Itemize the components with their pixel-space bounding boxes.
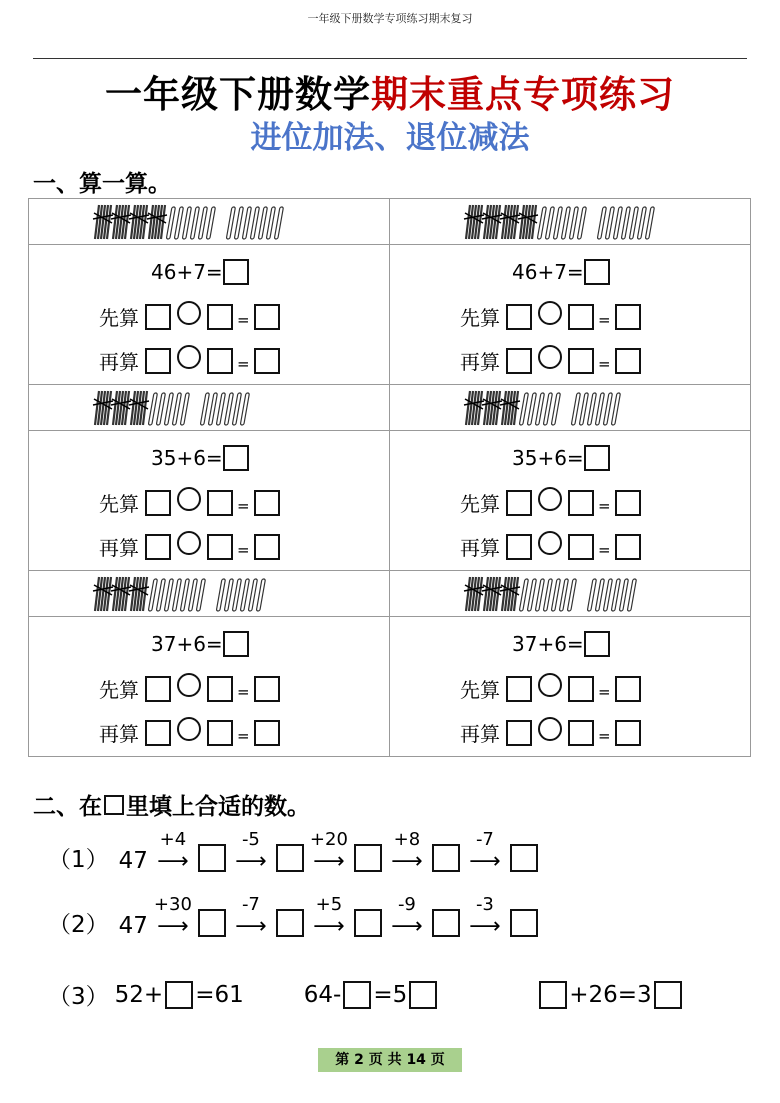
picture-cell xyxy=(390,199,751,245)
second-step-row xyxy=(460,718,641,747)
answer-box[interactable] xyxy=(506,534,532,560)
single-stick-icon xyxy=(545,207,554,239)
answer-box[interactable] xyxy=(510,844,538,872)
operator-circle[interactable] xyxy=(177,487,201,511)
arrow-icon: ⟶ xyxy=(391,849,423,874)
equals-sign: = xyxy=(598,496,611,515)
calc-table xyxy=(28,198,751,757)
chain-step xyxy=(226,830,276,874)
answer-box[interactable] xyxy=(615,490,641,516)
problem-3 xyxy=(48,978,748,1011)
problem3a-right: =61 xyxy=(195,981,244,1008)
answer-box[interactable] xyxy=(568,534,594,560)
answer-box[interactable] xyxy=(615,304,641,330)
page-header: 一年级下册数学专项练习期末复习 xyxy=(307,12,473,25)
section2-heading xyxy=(33,788,310,821)
single-stick-icon xyxy=(567,579,576,611)
answer-box[interactable] xyxy=(584,445,610,471)
second-step-row xyxy=(99,346,280,375)
answer-box[interactable] xyxy=(568,490,594,516)
single-stick-icon xyxy=(156,393,165,425)
picture-cell xyxy=(29,385,390,431)
single-stick-icon xyxy=(603,579,612,611)
bundle-of-ten-icon xyxy=(129,205,149,239)
single-stick-icon xyxy=(559,579,568,611)
single-stick-icon xyxy=(234,207,243,239)
single-stick-icon xyxy=(613,207,622,239)
answer-box[interactable] xyxy=(568,720,594,746)
equation xyxy=(151,631,249,657)
single-stick-icon xyxy=(196,579,205,611)
answer-box[interactable] xyxy=(432,844,460,872)
single-stick-icon xyxy=(258,207,267,239)
single-stick-icon xyxy=(274,207,283,239)
single-stick-icon xyxy=(537,207,546,239)
single-stick-icon xyxy=(166,207,175,239)
page-title xyxy=(0,64,780,118)
answer-box[interactable] xyxy=(145,534,171,560)
operation-label: +8 xyxy=(393,829,421,850)
answer-box[interactable] xyxy=(506,720,532,746)
answer-box[interactable] xyxy=(568,676,594,702)
single-stick-icon xyxy=(611,393,620,425)
single-stick-icon xyxy=(605,207,614,239)
bundle-of-ten-icon xyxy=(111,391,131,425)
single-stick-icon xyxy=(208,393,217,425)
bundle-of-ten-icon xyxy=(464,577,484,611)
equals-sign: = xyxy=(598,682,611,701)
operator-circle[interactable] xyxy=(177,301,201,325)
bundle-of-ten-icon xyxy=(147,205,167,239)
answer-box[interactable] xyxy=(254,490,280,516)
single-stick-icon xyxy=(248,579,257,611)
problem3a-left: 52+ xyxy=(114,981,164,1008)
first-step-row xyxy=(460,488,641,517)
page-footer: 第 2 页 共 14 页 xyxy=(318,1048,462,1072)
single-stick-icon xyxy=(645,207,654,239)
single-stick-icon xyxy=(174,207,183,239)
bundle-of-ten-icon xyxy=(93,205,113,239)
bundle-of-ten-icon xyxy=(500,391,520,425)
stick-bundles-icon xyxy=(91,387,261,429)
equals-sign: = xyxy=(237,682,250,701)
arrow-icon: ⟶ xyxy=(235,914,267,939)
answer-box[interactable] xyxy=(584,631,610,657)
single-stick-icon xyxy=(190,207,199,239)
single-stick-icon xyxy=(579,393,588,425)
arrow-icon: ⟶ xyxy=(391,914,423,939)
first-step-row xyxy=(99,488,280,517)
chain-step xyxy=(382,895,432,939)
single-stick-icon xyxy=(232,579,241,611)
bundle-of-ten-icon xyxy=(482,205,502,239)
number-chain xyxy=(48,895,538,939)
operation-label: +5 xyxy=(315,894,343,915)
problem3-label: （3） xyxy=(48,984,109,1010)
answer-box[interactable] xyxy=(354,844,382,872)
single-stick-icon xyxy=(519,393,528,425)
picture-row xyxy=(29,199,751,245)
single-stick-icon xyxy=(182,207,191,239)
answer-box[interactable] xyxy=(254,348,280,374)
title-black: 一年级下册数学 xyxy=(105,73,371,116)
second-step-row xyxy=(460,532,641,561)
answer-box[interactable] xyxy=(506,304,532,330)
operation-label: -5 xyxy=(241,829,260,850)
answer-box[interactable] xyxy=(207,490,233,516)
operation-label: +20 xyxy=(309,829,348,850)
operation-label: -7 xyxy=(475,829,494,850)
single-stick-icon xyxy=(603,393,612,425)
single-stick-icon xyxy=(180,393,189,425)
answer-box[interactable] xyxy=(539,981,567,1009)
answer-box[interactable] xyxy=(654,981,682,1009)
answer-box[interactable] xyxy=(510,909,538,937)
step-label: 再算 xyxy=(460,350,500,374)
single-stick-icon xyxy=(543,393,552,425)
single-stick-icon xyxy=(180,579,189,611)
single-stick-icon xyxy=(240,579,249,611)
single-stick-icon xyxy=(629,207,638,239)
operator-circle[interactable] xyxy=(177,673,201,697)
equation xyxy=(151,445,249,471)
answer-box[interactable] xyxy=(165,981,193,1009)
answer-box[interactable] xyxy=(145,348,171,374)
operator-circle[interactable] xyxy=(177,717,201,741)
arrow-icon: ⟶ xyxy=(313,849,345,874)
answer-box[interactable] xyxy=(254,534,280,560)
arrow-icon: ⟶ xyxy=(157,914,189,939)
bundle-of-ten-icon xyxy=(93,391,113,425)
single-stick-icon xyxy=(535,579,544,611)
picture-cell xyxy=(390,571,751,617)
single-stick-icon xyxy=(242,207,251,239)
step-label: 先算 xyxy=(99,492,139,516)
problem3b-right: =5 xyxy=(373,981,408,1008)
single-stick-icon xyxy=(226,207,235,239)
bundle-of-ten-icon xyxy=(482,577,502,611)
answer-box[interactable] xyxy=(145,676,171,702)
single-stick-icon xyxy=(571,393,580,425)
problem3c-right: +26=3 xyxy=(569,981,652,1008)
single-stick-icon xyxy=(543,579,552,611)
answer-box[interactable] xyxy=(432,909,460,937)
operation-label: -3 xyxy=(475,894,494,915)
header-rule xyxy=(33,58,747,59)
number-chain xyxy=(48,830,538,874)
stick-bundles-icon xyxy=(91,201,295,243)
operator-circle[interactable] xyxy=(538,487,562,511)
answer-box[interactable] xyxy=(198,844,226,872)
step-label: 再算 xyxy=(99,722,139,746)
single-stick-icon xyxy=(240,393,249,425)
work-row xyxy=(29,617,751,757)
single-stick-icon xyxy=(637,207,646,239)
stick-bundles-icon xyxy=(462,201,666,243)
bundle-of-ten-icon xyxy=(500,205,520,239)
operator-circle[interactable] xyxy=(177,531,201,555)
equals-sign: = xyxy=(237,540,250,559)
equation-text: 46+7= xyxy=(151,260,223,284)
chain-step xyxy=(304,830,354,874)
operator-circle[interactable] xyxy=(538,717,562,741)
single-stick-icon xyxy=(250,207,259,239)
answer-box[interactable] xyxy=(615,534,641,560)
heading-box-icon xyxy=(104,795,124,815)
single-stick-icon xyxy=(621,207,630,239)
answer-box[interactable] xyxy=(198,909,226,937)
single-stick-icon xyxy=(597,207,606,239)
equals-sign: = xyxy=(237,726,250,745)
first-step-row xyxy=(460,674,641,703)
single-stick-icon xyxy=(156,579,165,611)
answer-box[interactable] xyxy=(276,909,304,937)
chain-step xyxy=(148,895,198,939)
work-cell xyxy=(390,245,751,385)
single-stick-icon xyxy=(164,579,173,611)
chain-start: 47 xyxy=(118,848,148,874)
single-stick-icon xyxy=(527,393,536,425)
answer-box[interactable] xyxy=(145,490,171,516)
step-label: 再算 xyxy=(99,536,139,560)
stick-bundles-icon xyxy=(462,387,632,429)
answer-box[interactable] xyxy=(254,720,280,746)
arrow-icon: ⟶ xyxy=(235,849,267,874)
work-cell xyxy=(29,245,390,385)
bundle-of-ten-icon xyxy=(129,577,149,611)
arrow-icon: ⟶ xyxy=(469,914,501,939)
chain-step xyxy=(382,830,432,874)
equals-sign: = xyxy=(598,726,611,745)
equation-text: 35+6= xyxy=(512,446,584,470)
step-label: 先算 xyxy=(460,678,500,702)
chain-step xyxy=(226,895,276,939)
equals-sign: = xyxy=(598,310,611,329)
answer-box[interactable] xyxy=(506,676,532,702)
step-label: 再算 xyxy=(460,536,500,560)
equals-sign: = xyxy=(237,310,250,329)
page-subtitle: 进位加法、退位减法 xyxy=(250,120,530,156)
operation-label: +4 xyxy=(159,829,187,850)
answer-box[interactable] xyxy=(254,676,280,702)
answer-box[interactable] xyxy=(207,534,233,560)
answer-box[interactable] xyxy=(145,720,171,746)
single-stick-icon xyxy=(587,579,596,611)
equation xyxy=(512,445,610,471)
single-stick-icon xyxy=(527,579,536,611)
arrow-icon: ⟶ xyxy=(469,849,501,874)
section1-heading: 一、算一算。 xyxy=(33,171,171,197)
first-step-row xyxy=(99,302,280,331)
step-label: 再算 xyxy=(99,350,139,374)
picture-cell xyxy=(29,199,390,245)
work-row xyxy=(29,431,751,571)
equals-sign: = xyxy=(598,540,611,559)
problem3b-left: 64- xyxy=(303,981,342,1008)
step-label: 先算 xyxy=(99,306,139,330)
single-stick-icon xyxy=(256,579,265,611)
picture-cell xyxy=(390,385,751,431)
answer-box[interactable] xyxy=(343,981,371,1009)
single-stick-icon xyxy=(224,393,233,425)
answer-box[interactable] xyxy=(145,304,171,330)
single-stick-icon xyxy=(216,579,225,611)
work-cell xyxy=(390,617,751,757)
chain-label: （2） xyxy=(48,912,109,938)
operation-label: -7 xyxy=(241,894,260,915)
single-stick-icon xyxy=(232,393,241,425)
single-stick-icon xyxy=(172,393,181,425)
answer-box[interactable] xyxy=(506,490,532,516)
title-red: 期末重点专项练习 xyxy=(371,73,675,116)
bundle-of-ten-icon xyxy=(129,391,149,425)
second-step-row xyxy=(99,532,280,561)
answer-box[interactable] xyxy=(409,981,437,1009)
equals-sign: = xyxy=(237,354,250,373)
chain-step xyxy=(460,830,510,874)
operation-label: -9 xyxy=(397,894,416,915)
bundle-of-ten-icon xyxy=(464,391,484,425)
chain-label: （1） xyxy=(48,847,109,873)
answer-box[interactable] xyxy=(223,445,249,471)
operator-circle[interactable] xyxy=(538,673,562,697)
answer-box[interactable] xyxy=(568,348,594,374)
picture-row xyxy=(29,571,751,617)
operator-circle[interactable] xyxy=(538,301,562,325)
picture-cell xyxy=(29,571,390,617)
step-label: 先算 xyxy=(99,678,139,702)
single-stick-icon xyxy=(627,579,636,611)
operator-circle[interactable] xyxy=(177,345,201,369)
single-stick-icon xyxy=(519,579,528,611)
answer-box[interactable] xyxy=(615,676,641,702)
step-label: 先算 xyxy=(460,306,500,330)
bundle-of-ten-icon xyxy=(500,577,520,611)
bundle-of-ten-icon xyxy=(464,205,484,239)
first-step-row xyxy=(460,302,641,331)
equation-text: 46+7= xyxy=(512,260,584,284)
single-stick-icon xyxy=(587,393,596,425)
second-step-row xyxy=(460,346,641,375)
chain-step xyxy=(148,830,198,874)
single-stick-icon xyxy=(569,207,578,239)
single-stick-icon xyxy=(553,207,562,239)
answer-box[interactable] xyxy=(207,676,233,702)
equation-text: 37+6= xyxy=(151,632,223,656)
answer-box[interactable] xyxy=(568,304,594,330)
answer-box[interactable] xyxy=(207,720,233,746)
chain-start: 47 xyxy=(118,913,148,939)
section2-heading-after: 里填上合适的数。 xyxy=(126,794,310,820)
chain-step xyxy=(460,895,510,939)
equation xyxy=(151,259,249,285)
single-stick-icon xyxy=(551,393,560,425)
bundle-of-ten-icon xyxy=(518,205,538,239)
single-stick-icon xyxy=(561,207,570,239)
single-stick-icon xyxy=(535,393,544,425)
answer-box[interactable] xyxy=(506,348,532,374)
single-stick-icon xyxy=(619,579,628,611)
answer-box[interactable] xyxy=(615,348,641,374)
single-stick-icon xyxy=(611,579,620,611)
operation-label: +30 xyxy=(153,894,192,915)
bundle-of-ten-icon xyxy=(111,205,131,239)
work-cell xyxy=(390,431,751,571)
single-stick-icon xyxy=(200,393,209,425)
answer-box[interactable] xyxy=(207,348,233,374)
work-cell xyxy=(29,617,390,757)
equation xyxy=(512,259,610,285)
single-stick-icon xyxy=(164,393,173,425)
answer-box[interactable] xyxy=(584,259,610,285)
second-step-row xyxy=(99,718,280,747)
equation-text: 35+6= xyxy=(151,446,223,470)
single-stick-icon xyxy=(172,579,181,611)
answer-box[interactable] xyxy=(276,844,304,872)
arrow-icon: ⟶ xyxy=(157,849,189,874)
answer-box[interactable] xyxy=(207,304,233,330)
step-label: 先算 xyxy=(460,492,500,516)
work-row xyxy=(29,245,751,385)
single-stick-icon xyxy=(206,207,215,239)
answer-box[interactable] xyxy=(615,720,641,746)
operator-circle[interactable] xyxy=(538,531,562,555)
answer-box[interactable] xyxy=(254,304,280,330)
operator-circle[interactable] xyxy=(538,345,562,369)
stick-bundles-icon xyxy=(91,573,277,615)
answer-box[interactable] xyxy=(354,909,382,937)
equation-text: 37+6= xyxy=(512,632,584,656)
single-stick-icon xyxy=(595,579,604,611)
first-step-row xyxy=(99,674,280,703)
single-stick-icon xyxy=(551,579,560,611)
bundle-of-ten-icon xyxy=(111,577,131,611)
single-stick-icon xyxy=(148,393,157,425)
answer-box[interactable] xyxy=(223,631,249,657)
answer-box[interactable] xyxy=(223,259,249,285)
single-stick-icon xyxy=(266,207,275,239)
bundle-of-ten-icon xyxy=(482,391,502,425)
single-stick-icon xyxy=(595,393,604,425)
equation xyxy=(512,631,610,657)
chain-step xyxy=(304,895,354,939)
work-cell xyxy=(29,431,390,571)
section2-heading-before: 二、在 xyxy=(33,794,102,820)
single-stick-icon xyxy=(224,579,233,611)
single-stick-icon xyxy=(148,579,157,611)
single-stick-icon xyxy=(577,207,586,239)
bundle-of-ten-icon xyxy=(93,577,113,611)
arrow-icon: ⟶ xyxy=(313,914,345,939)
single-stick-icon xyxy=(198,207,207,239)
step-label: 再算 xyxy=(460,722,500,746)
equals-sign: = xyxy=(237,496,250,515)
picture-row xyxy=(29,385,751,431)
single-stick-icon xyxy=(188,579,197,611)
stick-bundles-icon xyxy=(462,573,648,615)
equals-sign: = xyxy=(598,354,611,373)
single-stick-icon xyxy=(216,393,225,425)
